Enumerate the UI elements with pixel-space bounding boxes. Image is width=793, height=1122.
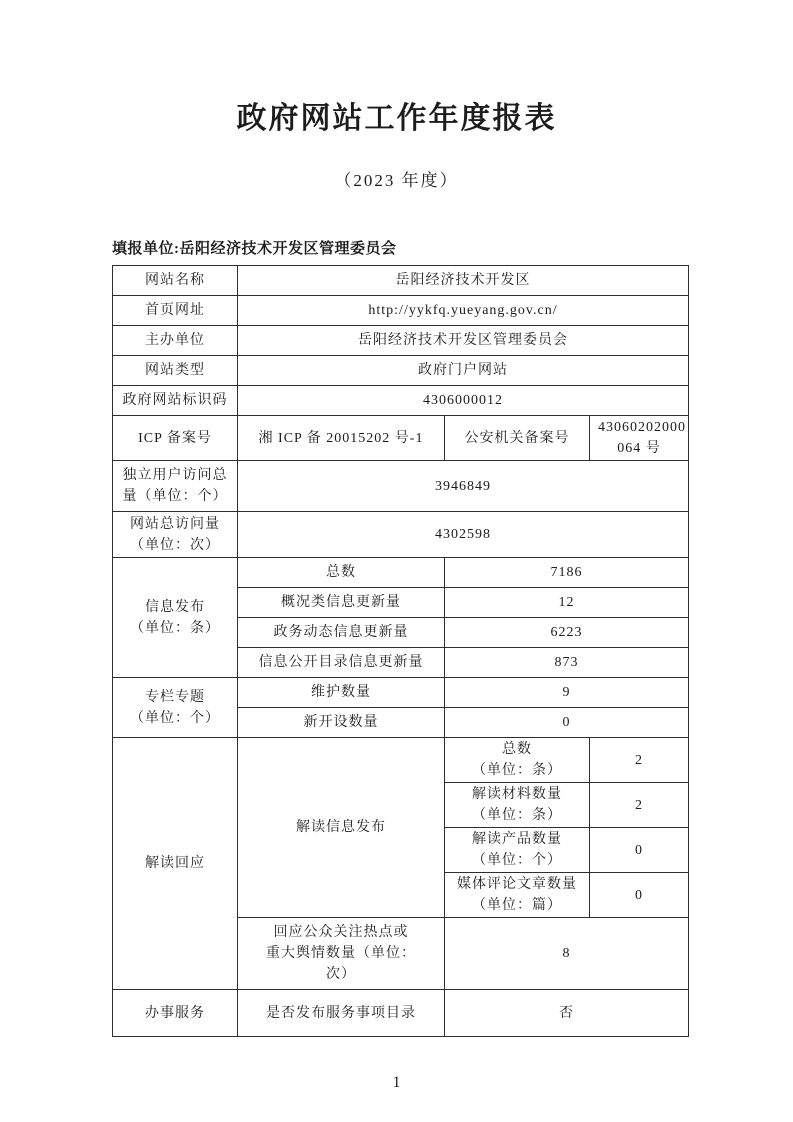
table-row-site-name — [113, 266, 689, 296]
cell-total-visits-label — [113, 512, 238, 558]
cell-info-total-label: 总数 — [238, 558, 445, 588]
page-number: 1 — [392, 1074, 401, 1091]
response-label-line1: 回应公众关注热点或 — [273, 925, 409, 940]
page-title: 政府网站工作年度报表 — [236, 102, 557, 135]
reporting-unit-line: 填报单位:岳阳经济技术开发区管理委员会 — [112, 241, 397, 257]
table-row-unique-visitors — [113, 461, 689, 512]
cell-info-directory-value: 873 — [445, 648, 689, 678]
cell-columns-maintained-label: 维护数量 — [238, 678, 445, 708]
total-visits-label-line2: （单位：次） — [130, 537, 220, 553]
total-visits-label-line1: 网站总访问量 — [130, 516, 220, 532]
cell-info-dynamic-label: 政务动态信息更新量 — [238, 618, 445, 648]
cell-icp-label: ICP 备案号 — [113, 416, 238, 461]
special-columns-group-line1: 专栏专题 — [145, 689, 205, 705]
cell-response-value: 8 — [445, 918, 689, 990]
cell-columns-new-label: 新开设数量 — [238, 708, 445, 738]
cell-interp-total-label — [445, 738, 590, 783]
interp-products-label-line1: 解读产品数量 — [472, 832, 562, 847]
cell-police-record-label: 公安机关备案号 — [445, 416, 590, 461]
special-columns-group-line2: （单位：个） — [130, 710, 220, 726]
cell-icp-value: 湘 ICP 备 20015202 号-1 — [238, 416, 445, 461]
table-row-organizer — [113, 326, 689, 356]
police-record-value-line1: 43060202000 — [598, 420, 686, 435]
interp-total-label-line1: 总数 — [502, 742, 532, 757]
police-record-value-line2: 064 号 — [617, 441, 661, 456]
cell-interp-materials-label — [445, 783, 590, 828]
interp-materials-label-line1: 解读材料数量 — [472, 787, 562, 802]
cell-site-name-value: 岳阳经济技术开发区 — [238, 266, 689, 296]
table-row-interp-total — [113, 738, 689, 783]
cell-police-record-value — [590, 416, 689, 461]
cell-services-directory-label: 是否发布服务事项目录 — [238, 990, 445, 1037]
page-subtitle: （2023 年度） — [334, 171, 459, 190]
cell-interp-products-value: 0 — [590, 828, 689, 873]
table-row-home-url — [113, 296, 689, 326]
response-label-line2: 重大舆情数量（单位： — [266, 946, 416, 961]
annual-report-table — [112, 265, 689, 1037]
cell-info-dynamic-value: 6223 — [445, 618, 689, 648]
info-publish-group-line1: 信息发布 — [145, 599, 205, 615]
table-row-site-code — [113, 386, 689, 416]
cell-home-url-label: 首页网址 — [113, 296, 238, 326]
info-publish-group-line2: （单位：条） — [130, 620, 220, 636]
interp-media-label-line1: 媒体评论文章数量 — [457, 877, 577, 892]
table-row-info-total — [113, 558, 689, 588]
cell-interp-products-label — [445, 828, 590, 873]
cell-site-name-label: 网站名称 — [113, 266, 238, 296]
cell-info-publish-group — [113, 558, 238, 678]
cell-info-overview-value: 12 — [445, 588, 689, 618]
response-label-line3: 次） — [326, 967, 356, 982]
cell-interpretation-publish-label: 解读信息发布 — [238, 738, 445, 918]
cell-home-url-value: http://yykfq.yueyang.gov.cn/ — [238, 296, 689, 326]
cell-services-group: 办事服务 — [113, 990, 238, 1037]
table-row-services — [113, 990, 689, 1037]
interp-materials-label-line2: （单位：条） — [472, 808, 562, 823]
cell-columns-new-value: 0 — [445, 708, 689, 738]
cell-unique-visitors-value: 3946849 — [238, 461, 689, 512]
cell-info-total-value: 7186 — [445, 558, 689, 588]
table-row-site-type — [113, 356, 689, 386]
cell-site-type-label: 网站类型 — [113, 356, 238, 386]
table-row-total-visits — [113, 512, 689, 558]
cell-columns-maintained-value: 9 — [445, 678, 689, 708]
cell-organizer-value: 岳阳经济技术开发区管理委员会 — [238, 326, 689, 356]
cell-site-code-value: 4306000012 — [238, 386, 689, 416]
cell-interp-total-value: 2 — [590, 738, 689, 783]
cell-info-overview-label: 概况类信息更新量 — [238, 588, 445, 618]
table-row-icp — [113, 416, 689, 461]
cell-total-visits-value: 4302598 — [238, 512, 689, 558]
cell-organizer-label: 主办单位 — [113, 326, 238, 356]
cell-services-directory-value: 否 — [445, 990, 689, 1037]
cell-unique-visitors-label: 独立用户访问总量（单位：个） — [113, 461, 238, 512]
table-row-columns-maintained — [113, 678, 689, 708]
cell-info-directory-label: 信息公开目录信息更新量 — [238, 648, 445, 678]
cell-interp-media-value: 0 — [590, 873, 689, 918]
cell-site-type-value: 政府门户网站 — [238, 356, 689, 386]
cell-site-code-label: 政府网站标识码 — [113, 386, 238, 416]
cell-response-label — [238, 918, 445, 990]
cell-interp-media-label — [445, 873, 590, 918]
interp-products-label-line2: （单位：个） — [472, 853, 562, 868]
cell-interp-materials-value: 2 — [590, 783, 689, 828]
interp-media-label-line2: （单位：篇） — [472, 898, 562, 913]
interp-total-label-line2: （单位：条） — [472, 763, 562, 778]
cell-special-columns-group — [113, 678, 238, 738]
cell-interpretation-group: 解读回应 — [113, 738, 238, 990]
